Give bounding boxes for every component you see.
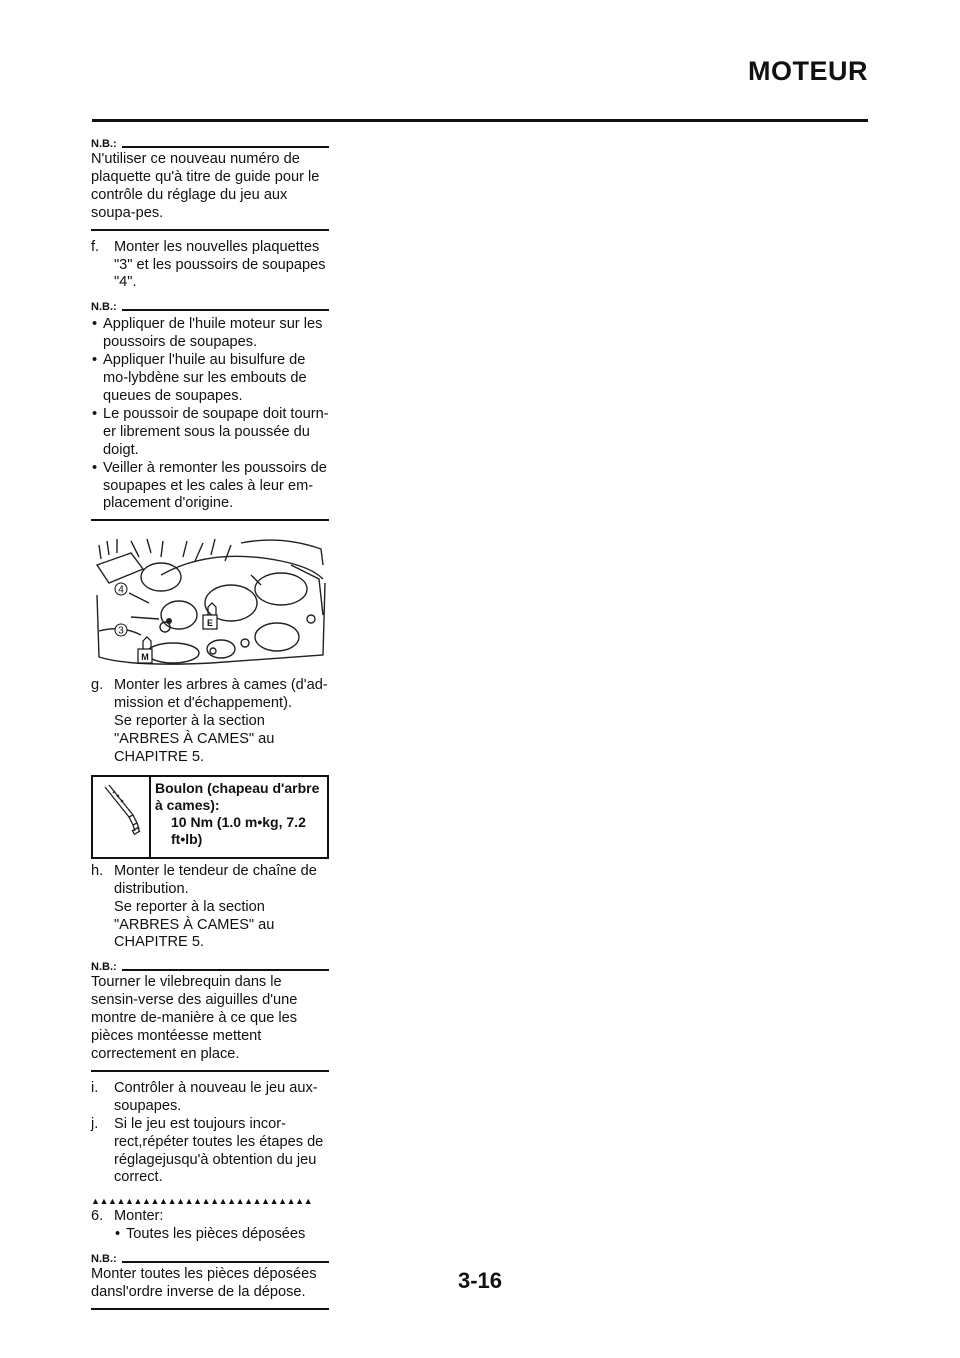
note-header [91, 301, 329, 313]
note-header [91, 961, 329, 973]
step-letter: f. [91, 238, 100, 255]
list-item: • Le poussoir de soupape doit tourn-er librement sous la poussée du doigt. [92, 405, 329, 458]
step-text: Monter le tendeur de chaîne de distribution. [114, 862, 317, 897]
note-rule [122, 1261, 329, 1263]
page-number: 3-16 [457, 1268, 503, 1293]
step-h [91, 863, 329, 953]
note-end-rule [91, 519, 329, 521]
torque-wrench-icon [93, 777, 149, 857]
note-label: N.B.: [91, 138, 117, 150]
note-text: N'utiliser ce nouveau numéro de plaquette qu'à titre de guide pour le contrôle du réglage du jeu aux soupa-pes. [91, 151, 320, 221]
step-letter: h. [91, 862, 104, 879]
note-label: N.B.: [91, 1253, 117, 1266]
step-f [91, 239, 329, 293]
note-label: N.B.: [91, 961, 117, 974]
step-text: Monter: [114, 1208, 164, 1225]
step-text: Contrôler à nouveau le jeu aux-soupapes. [114, 1079, 318, 1114]
note-end-rule [91, 1070, 329, 1072]
list-item: • Appliquer l'huile au bisulfure de mo-lybdène sur les embouts de queues de soupapes. [92, 352, 307, 404]
step-letter: g. [91, 677, 104, 694]
step-text: Monter les nouvelles plaquettes "3" et les poussoirs de soupapes "4". [114, 238, 326, 291]
step-reference: Se reporter à la section "ARBRES À CAMES" au CHAPITRE 5. [114, 898, 275, 951]
note-label: N.B.: [91, 301, 117, 314]
badge-m-label: M [141, 652, 149, 663]
list-item: • Appliquer de l'huile moteur sur les poussoirs de soupapes. [92, 316, 323, 351]
note-rule [122, 309, 329, 311]
note-end-rule [91, 1308, 329, 1310]
step-letter: i. [91, 1079, 99, 1096]
note-end-rule [91, 229, 329, 231]
callout-3-label: 3 [118, 625, 124, 637]
list-item: • Veiller à remonter les poussoirs de soupapes et les cales à leur em-placement d'origine. [92, 459, 327, 512]
note-header [91, 138, 329, 150]
step-text: Monter les arbres à cames (d'ad-mission et d'échappement). [114, 677, 328, 712]
note-block [91, 961, 329, 1072]
step-j [91, 1116, 329, 1188]
note-header [91, 1253, 329, 1265]
note-text: Monter toutes les pièces déposées dansl'ordre inverse de la dépose. [91, 1266, 317, 1301]
step-reference: Se reporter à la section "ARBRES À CAMES" au CHAPITRE 5. [114, 713, 275, 765]
content-column [91, 138, 329, 1310]
spec-label: Boulon (chapeau d'arbre à cames): [155, 779, 320, 813]
list-item: • Toutes les pièces déposées [115, 1226, 306, 1243]
step-letter: j. [91, 1115, 99, 1132]
cylinder-head-illustration [91, 535, 329, 671]
step-g [91, 677, 329, 767]
note-rule [122, 969, 329, 971]
page-title: MOTEUR [748, 56, 868, 86]
step-i [91, 1080, 329, 1116]
note-block [91, 138, 329, 231]
note-text: Tourner le vilebrequin dans le sensin-verse des aiguilles d'une montre de-manière à ce que les pièces montéesse mettent correctement en place. [91, 974, 298, 1062]
end-of-procedure-marker: ▲▲▲▲▲▲▲▲▲▲▲▲▲▲▲▲▲▲▲▲▲▲▲▲▲▲ [91, 1196, 313, 1207]
note-bullet-list [91, 316, 329, 513]
torque-spec-box [91, 775, 329, 859]
note-rule [122, 146, 329, 148]
note-block [91, 301, 329, 521]
callout-4-label: 4 [118, 584, 124, 596]
illustration-svg [91, 535, 329, 671]
step-6 [91, 1208, 329, 1226]
step-number: 6. [91, 1208, 104, 1225]
header-rule [92, 119, 868, 122]
badge-e-label: E [206, 618, 214, 629]
spec-value: 10 Nm (1.0 m•kg, 7.2 ft•lb) [171, 813, 306, 847]
step-text: Si le jeu est toujours incor-rect,répéter toutes les étapes de réglagejusqu'à obtention du jeu correct. [114, 1115, 324, 1186]
